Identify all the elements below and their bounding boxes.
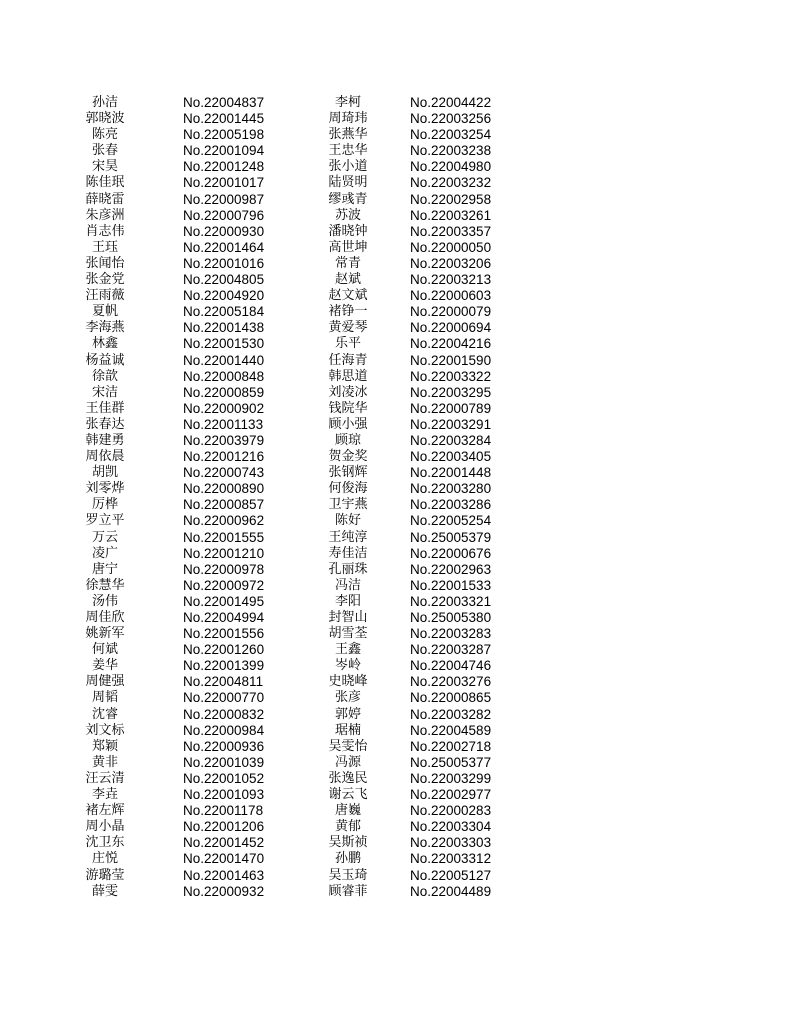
left-id-cell: No.22001440 — [183, 352, 265, 368]
left-name-cell: 周韬 — [91, 690, 118, 706]
table-row — [0, 159, 800, 175]
left-name-cell: 肖志伟 — [85, 223, 125, 239]
right-name-cell: 王纯淳 — [328, 529, 368, 545]
left-id-cell: No.22001016 — [183, 255, 265, 271]
left-name-cell: 姚新军 — [85, 626, 125, 642]
table-row — [0, 272, 800, 288]
right-name-cell: 顾睿菲 — [328, 883, 368, 899]
left-id-cell: No.22000848 — [183, 368, 265, 384]
right-id-cell: No.22001590 — [410, 352, 492, 368]
table-row — [0, 320, 800, 336]
right-name-cell: 苏波 — [334, 207, 361, 223]
right-id-cell: No.22003303 — [410, 835, 492, 851]
left-name-cell: 周依晨 — [85, 449, 125, 465]
right-name-cell: 冯洁 — [334, 577, 361, 593]
right-id-cell: No.22003256 — [410, 111, 492, 127]
right-id-cell: No.22004589 — [410, 722, 492, 738]
right-id-cell: No.22003213 — [410, 272, 492, 288]
right-name-cell: 高世坤 — [328, 239, 368, 255]
left-name-cell: 庄悦 — [91, 851, 118, 867]
table-row — [0, 417, 800, 433]
right-name-cell: 张钢辉 — [328, 465, 368, 481]
right-id-cell: No.22002977 — [410, 787, 492, 803]
left-name-cell: 夏帆 — [91, 304, 118, 320]
left-id-cell: No.22000890 — [183, 481, 265, 497]
left-id-cell: No.22004811 — [183, 674, 264, 690]
right-id-cell: No.22003357 — [410, 223, 492, 239]
right-name-cell: 吴雯怡 — [328, 738, 368, 754]
left-name-cell: 王佳群 — [85, 400, 125, 416]
table-row — [0, 465, 800, 481]
left-id-cell: No.22001206 — [183, 819, 265, 835]
left-id-cell: No.22005184 — [183, 304, 265, 320]
right-id-cell: No.22004216 — [410, 336, 492, 352]
right-id-cell: No.22003284 — [410, 432, 492, 448]
left-name-cell: 薛晓雷 — [85, 191, 125, 207]
table-row — [0, 449, 800, 465]
left-id-cell: No.22000902 — [183, 400, 265, 416]
table-row — [0, 674, 800, 690]
left-id-cell: No.22001445 — [183, 111, 265, 127]
table-row — [0, 111, 800, 127]
table-row — [0, 739, 800, 755]
left-name-cell: 厉桦 — [91, 497, 118, 513]
left-name-cell: 宋昊 — [91, 159, 118, 175]
left-id-cell: No.22001017 — [183, 175, 265, 191]
left-id-cell: No.22000962 — [183, 513, 265, 529]
left-name-cell: 周健强 — [85, 674, 125, 690]
right-name-cell: 冯源 — [334, 754, 361, 770]
right-id-cell: No.22000050 — [410, 239, 492, 255]
right-name-cell: 孔丽珠 — [328, 561, 368, 577]
right-id-cell: No.22003261 — [410, 207, 492, 223]
right-name-cell: 卫宇燕 — [328, 497, 368, 513]
right-id-cell: No.22003295 — [410, 384, 492, 400]
left-name-cell: 张春 — [91, 143, 118, 159]
right-name-cell: 缪彧青 — [328, 191, 368, 207]
table-row — [0, 369, 800, 385]
left-id-cell: No.22001133 — [183, 416, 264, 432]
table-row — [0, 819, 800, 835]
right-id-cell: No.25005377 — [410, 754, 492, 770]
right-id-cell: No.22001533 — [410, 577, 492, 593]
right-id-cell: No.22002958 — [410, 191, 492, 207]
left-name-cell: 张春达 — [85, 416, 125, 432]
left-id-cell: No.22001452 — [183, 835, 265, 851]
right-id-cell: No.22003254 — [410, 127, 492, 143]
left-id-cell: No.22004920 — [183, 288, 265, 304]
left-name-cell: 徐歆 — [91, 368, 118, 384]
left-id-cell: No.22000932 — [183, 883, 265, 899]
right-name-cell: 琚楠 — [334, 722, 361, 738]
table-row — [0, 175, 800, 191]
right-id-cell: No.22003280 — [410, 481, 492, 497]
right-name-cell: 贺金奖 — [328, 449, 368, 465]
left-name-cell: 褚左辉 — [85, 803, 125, 819]
left-id-cell: No.22001399 — [183, 658, 265, 674]
left-name-cell: 薛雯 — [91, 883, 118, 899]
right-name-cell: 唐巍 — [334, 803, 361, 819]
table-row — [0, 127, 800, 143]
left-id-cell: No.22001555 — [183, 529, 265, 545]
left-name-cell: 陈亮 — [91, 127, 118, 143]
table-row — [0, 208, 800, 224]
table-row — [0, 336, 800, 352]
table-row — [0, 787, 800, 803]
right-id-cell: No.22000079 — [410, 304, 492, 320]
right-name-cell: 周琦玮 — [328, 111, 368, 127]
right-id-cell: No.22003405 — [410, 449, 492, 465]
left-name-cell: 陈佳珉 — [85, 175, 125, 191]
left-name-cell: 周佳欣 — [85, 610, 125, 625]
right-name-cell: 张逸民 — [328, 770, 368, 786]
left-name-cell: 孙洁 — [91, 95, 118, 110]
left-name-cell: 刘零烨 — [85, 481, 125, 497]
left-name-cell: 郭晓波 — [85, 111, 125, 127]
left-name-cell: 周小晶 — [85, 819, 125, 835]
right-id-cell: No.22000865 — [410, 690, 492, 706]
left-id-cell: No.22000796 — [183, 207, 265, 223]
left-name-cell: 罗立平 — [85, 513, 125, 529]
left-name-cell: 游璐莹 — [85, 867, 125, 883]
table-row — [0, 610, 800, 626]
right-id-cell: No.22000603 — [410, 288, 492, 304]
table-row — [0, 513, 800, 529]
left-id-cell: No.22000978 — [183, 561, 265, 577]
right-name-cell: 潘晓钟 — [328, 223, 368, 239]
left-id-cell: No.22001438 — [183, 320, 265, 336]
left-id-cell: No.22000936 — [183, 738, 265, 754]
left-id-cell: No.22001556 — [183, 626, 265, 642]
left-id-cell: No.22001495 — [183, 593, 265, 609]
left-id-cell: No.22000857 — [183, 497, 265, 513]
right-id-cell: No.22003276 — [410, 674, 492, 690]
table-row — [0, 401, 800, 417]
right-name-cell: 史晓峰 — [328, 674, 368, 690]
right-name-cell: 黄郁 — [334, 819, 361, 835]
right-name-cell: 任海青 — [328, 352, 368, 368]
table-row — [0, 481, 800, 497]
right-id-cell: No.22004980 — [410, 159, 492, 175]
right-name-cell: 刘凌冰 — [328, 384, 368, 400]
left-name-cell: 郑颖 — [91, 738, 118, 754]
right-id-cell: No.25005380 — [410, 610, 492, 625]
left-name-cell: 杨益诚 — [85, 352, 125, 368]
table-row — [0, 562, 800, 578]
table-row — [0, 224, 800, 240]
left-name-cell: 汤伟 — [91, 593, 118, 609]
left-name-cell: 汪云清 — [85, 770, 125, 786]
right-name-cell: 褚铮一 — [328, 304, 368, 320]
left-id-cell: No.22000859 — [183, 384, 265, 400]
right-id-cell: No.22003291 — [410, 416, 492, 432]
right-name-cell: 封智山 — [328, 610, 368, 625]
left-name-cell: 万云 — [91, 529, 118, 545]
left-name-cell: 姜华 — [91, 658, 118, 674]
table-row — [0, 288, 800, 304]
table-row — [0, 642, 800, 658]
right-name-cell: 谢云飞 — [328, 787, 368, 803]
right-name-cell: 黄爱琴 — [328, 320, 368, 336]
table-row — [0, 771, 800, 787]
left-id-cell: No.22001039 — [183, 754, 265, 770]
table-row — [0, 690, 800, 706]
table-row — [0, 578, 800, 594]
table-row — [0, 530, 800, 546]
right-name-cell: 吴玉琦 — [328, 867, 368, 883]
left-name-cell: 沈睿 — [91, 706, 118, 722]
right-id-cell: No.22003312 — [410, 851, 492, 867]
left-id-cell: No.22004994 — [183, 610, 265, 625]
table-row — [0, 723, 800, 739]
left-id-cell: No.22001210 — [183, 545, 265, 561]
right-id-cell: No.22003287 — [410, 642, 492, 658]
left-name-cell: 朱彦洲 — [85, 207, 125, 223]
left-name-cell: 唐宁 — [91, 561, 118, 577]
table-row — [0, 143, 800, 159]
left-name-cell: 何斌 — [91, 642, 118, 658]
right-name-cell: 何俊海 — [328, 481, 368, 497]
right-id-cell: No.22002963 — [410, 561, 492, 577]
left-id-cell: No.22000930 — [183, 223, 265, 239]
left-name-cell: 韩建勇 — [85, 432, 125, 448]
left-id-cell: No.22000770 — [183, 690, 265, 706]
left-id-cell: No.22001093 — [183, 787, 265, 803]
right-name-cell: 张小道 — [328, 159, 368, 175]
right-name-cell: 张燕华 — [328, 127, 368, 143]
right-id-cell: No.22003238 — [410, 143, 492, 159]
table-row — [0, 884, 800, 900]
right-id-cell: No.22003299 — [410, 770, 492, 786]
table-row — [0, 240, 800, 256]
right-id-cell: No.22004489 — [410, 883, 492, 899]
table-row — [0, 755, 800, 771]
left-name-cell: 刘文标 — [85, 722, 125, 738]
right-id-cell: No.22005127 — [410, 867, 492, 883]
right-id-cell: No.22000676 — [410, 545, 492, 561]
right-id-cell: No.22003282 — [410, 706, 492, 722]
left-name-cell: 宋洁 — [91, 384, 118, 400]
right-id-cell: No.22004422 — [410, 95, 492, 110]
left-id-cell: No.22000984 — [183, 722, 265, 738]
table-row — [0, 433, 800, 449]
right-id-cell: No.22003283 — [410, 626, 492, 642]
right-id-cell: No.22003286 — [410, 497, 492, 513]
right-id-cell: No.22003206 — [410, 255, 492, 271]
table-row — [0, 353, 800, 369]
left-id-cell: No.22003979 — [183, 432, 265, 448]
right-name-cell: 陈好 — [334, 513, 361, 529]
roster-table — [0, 95, 800, 900]
right-name-cell: 韩思道 — [328, 368, 368, 384]
table-row — [0, 658, 800, 674]
right-name-cell: 王忠华 — [328, 143, 368, 159]
table-row — [0, 835, 800, 851]
right-id-cell: No.22004746 — [410, 658, 492, 674]
left-id-cell: No.22001463 — [183, 867, 265, 883]
right-id-cell: No.22000283 — [410, 803, 492, 819]
left-name-cell: 李垚 — [91, 787, 118, 803]
left-id-cell: No.22001464 — [183, 239, 265, 255]
right-name-cell: 赵文斌 — [328, 288, 368, 304]
right-name-cell: 岑岭 — [334, 658, 361, 674]
left-name-cell: 胡凯 — [91, 465, 118, 481]
right-name-cell: 顾琼 — [334, 432, 361, 448]
left-id-cell: No.22004805 — [183, 272, 265, 288]
right-id-cell: No.22003304 — [410, 819, 492, 835]
table-row — [0, 256, 800, 272]
left-name-cell: 王珏 — [91, 239, 118, 255]
left-name-cell: 徐慧华 — [85, 577, 125, 593]
table-row — [0, 546, 800, 562]
right-id-cell: No.22000694 — [410, 320, 492, 336]
left-id-cell: No.22000972 — [183, 577, 265, 593]
left-id-cell: No.22000832 — [183, 706, 265, 722]
left-id-cell: No.22001052 — [183, 770, 265, 786]
right-id-cell: No.22002718 — [410, 738, 492, 754]
right-name-cell: 乐平 — [334, 336, 361, 352]
left-id-cell: No.22001094 — [183, 143, 265, 159]
right-id-cell: No.22001448 — [410, 465, 492, 481]
table-row — [0, 803, 800, 819]
left-id-cell: No.22004837 — [183, 95, 265, 110]
right-name-cell: 寿佳洁 — [328, 545, 368, 561]
left-id-cell: No.22001530 — [183, 336, 265, 352]
right-name-cell: 郭婷 — [334, 706, 361, 722]
left-name-cell: 黄非 — [91, 754, 118, 770]
left-name-cell: 沈卫东 — [85, 835, 125, 851]
table-row — [0, 497, 800, 513]
right-name-cell: 李柯 — [334, 95, 361, 110]
left-id-cell: No.22001178 — [183, 803, 264, 819]
table-row — [0, 851, 800, 867]
left-name-cell: 汪雨薇 — [85, 288, 125, 304]
right-name-cell: 钱院华 — [328, 400, 368, 416]
table-row — [0, 304, 800, 320]
table-row — [0, 707, 800, 723]
table-row — [0, 868, 800, 884]
left-id-cell: No.22000987 — [183, 191, 265, 207]
table-row — [0, 385, 800, 401]
left-id-cell: No.22005198 — [183, 127, 265, 143]
right-id-cell: No.25005379 — [410, 529, 492, 545]
right-name-cell: 孙鹏 — [334, 851, 361, 867]
right-name-cell: 张彦 — [334, 690, 361, 706]
table-row — [0, 626, 800, 642]
left-name-cell: 凌广 — [91, 545, 118, 561]
right-id-cell: No.22003232 — [410, 175, 492, 191]
right-name-cell: 李阳 — [334, 593, 361, 609]
right-id-cell: No.22003322 — [410, 368, 492, 384]
right-name-cell: 胡雪荃 — [328, 626, 368, 642]
right-id-cell: No.22000789 — [410, 400, 492, 416]
table-row — [0, 95, 800, 111]
left-name-cell: 张金党 — [85, 272, 125, 288]
left-name-cell: 张闻怡 — [85, 255, 125, 271]
right-name-cell: 顾小强 — [328, 416, 368, 432]
left-id-cell: No.22001248 — [183, 159, 265, 175]
table-row — [0, 594, 800, 610]
left-id-cell: No.22000743 — [183, 465, 265, 481]
left-id-cell: No.22001260 — [183, 642, 265, 658]
left-name-cell: 林鑫 — [91, 336, 118, 352]
right-name-cell: 王鑫 — [334, 642, 361, 658]
table-row — [0, 192, 800, 208]
left-name-cell: 李海燕 — [85, 320, 125, 336]
right-name-cell: 吴斯祯 — [328, 835, 368, 851]
right-id-cell: No.22005254 — [410, 513, 492, 529]
right-id-cell: No.22003321 — [410, 593, 492, 609]
left-id-cell: No.22001470 — [183, 851, 265, 867]
right-name-cell: 赵斌 — [334, 272, 361, 288]
right-name-cell: 陆贤明 — [328, 175, 368, 191]
left-id-cell: No.22001216 — [183, 449, 265, 465]
right-name-cell: 常青 — [334, 255, 361, 271]
